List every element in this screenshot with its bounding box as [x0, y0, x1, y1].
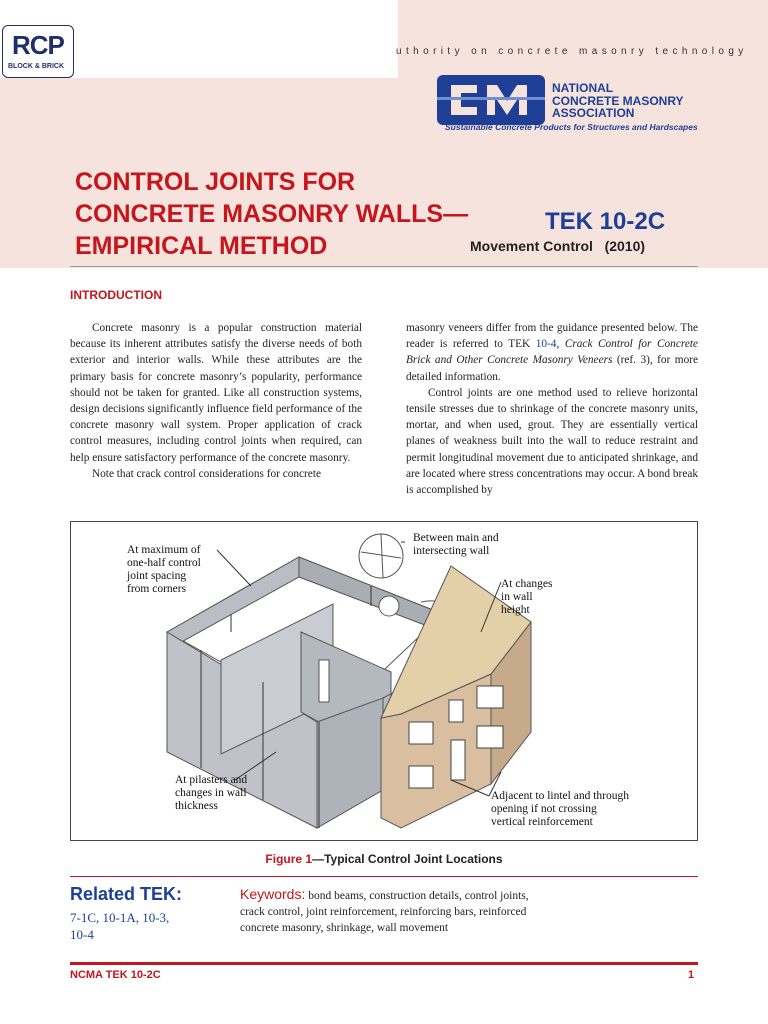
title-line2: CONCRETE MASONRY WALLS—: [75, 200, 469, 228]
section-heading-introduction: INTRODUCTION: [70, 288, 162, 302]
keywords-text: bond beams, construction details, control joints, crack control, joint reinforcement, reinforcing bars, reinforced concrete masonry, shrinkage, wall movement: [240, 890, 529, 934]
callout-line: changes in wall: [175, 787, 247, 799]
callout-line: vertical reinforcement: [491, 816, 593, 828]
callout-line: Between main and: [413, 532, 499, 544]
paragraph-text: (ref. 3), for more detailed information.: [406, 354, 698, 383]
tek-category: Movement Control: [470, 238, 593, 254]
callout-line: thickness: [175, 800, 218, 812]
callout-line: joint spacing: [127, 570, 187, 582]
related-tek-heading: Related TEK:: [70, 884, 183, 904]
callout-line: one-half control: [127, 557, 201, 569]
ncma-name-line1: NATIONAL: [552, 81, 614, 95]
page-number: 1: [688, 969, 695, 981]
callout-wall-height: [501, 578, 552, 617]
callout-line: At changes: [501, 578, 553, 590]
ncma-logo-mark-icon[interactable]: [437, 75, 545, 125]
ncma-logo-subtitle: Sustainable Concrete Products for Structures and Hardscapes: [445, 122, 698, 132]
callout-line: height: [501, 604, 530, 616]
callout-lintel: [491, 790, 629, 829]
keywords-label: Keywords:: [240, 886, 306, 902]
title-line1: CONTROL JOINTS FOR: [75, 168, 356, 196]
callout-line: in wall: [501, 591, 533, 603]
ncma-name-line3: ASSOCIATION: [552, 106, 635, 120]
footer-rule: [70, 962, 698, 965]
callout-line: At pilasters and: [175, 774, 248, 786]
rcp-logo[interactable]: [2, 25, 74, 78]
callout-pilasters: [175, 774, 247, 813]
paragraph: Concrete masonry is a popular construction material because its inherent attributes satisfy the diverse needs of both exterior and interior walls. While these attributes are the primary basis for concrete masonry’s popularity, performance should not be taken for granted. Like all construction systems, design decisions significantly influence field performance of the concrete masonry wall system. Proper application of crack control measures, including control joints when required, can help ensure satisfactory performance of the concrete masonry.: [70, 322, 362, 464]
header-rule: [70, 266, 698, 267]
related-section-rule: [70, 876, 698, 877]
callout-main-wall: [413, 532, 499, 558]
figure-caption-label: Figure 1: [265, 852, 313, 866]
paragraph: Note that crack control considerations for concrete: [92, 467, 321, 480]
tek-number: TEK 10-2C: [545, 208, 666, 235]
callout-line: Adjacent to lintel and through: [491, 790, 629, 802]
paragraph: [406, 320, 698, 385]
figure-caption: [0, 852, 768, 866]
title-line3: EMPIRICAL METHOD: [75, 232, 328, 260]
related-tek-line[interactable]: 7-1C, 10-1A, 10-3,: [70, 910, 170, 925]
figure-caption-text: —Typical Control Joint Locations: [312, 852, 503, 866]
paragraph-text: masonry veneers differ from the guidance presented below. The reader is referred to TEK: [406, 322, 698, 351]
body-column-left: [70, 320, 362, 482]
paragraph-text: ,: [556, 338, 565, 351]
tek-10-4-link[interactable]: 10-4: [535, 338, 557, 351]
rcp-logo-subtitle: BLOCK & BRICK: [8, 63, 64, 70]
related-tek-line[interactable]: 10-4: [70, 927, 94, 942]
tek-year: (2010): [604, 238, 646, 254]
rcp-logo-letters: RCP: [12, 30, 64, 60]
ncma-name-line2: CONCRETE MASONRY: [552, 93, 684, 108]
document-title: [75, 166, 515, 262]
callout-line: from corners: [127, 583, 187, 595]
callout-line: At maximum of: [127, 544, 201, 556]
keywords-block: [240, 886, 540, 936]
callout-corners: [127, 544, 201, 596]
footer-doc-id: NCMA TEK 10-2C: [70, 969, 161, 981]
ncma-logo-name: [552, 82, 684, 120]
figure-1: [70, 521, 698, 841]
reference-title: Crack Control for Concrete Brick and Other Concrete Masonry Veneers: [406, 338, 698, 367]
body-column-right: [406, 320, 698, 498]
callout-line: intersecting wall: [413, 545, 490, 557]
paragraph: Control joints are one method used to relieve horizontal tensile stresses due to shrinkage of the concrete masonry units, mortar, and when used, grout. They are essentially vertical planes of weakness built into the wall to reduce restraint and permit longitudinal movement due to anticipated shrinkage, and are located where stress concentrations may occur. A bond break is accomplished by: [406, 386, 698, 497]
callout-line: opening if not crossing: [491, 803, 597, 815]
tek-category-line: [470, 238, 645, 254]
related-tek-list[interactable]: [70, 909, 220, 943]
header-tagline: uthority on concrete masonry technology: [396, 46, 748, 57]
